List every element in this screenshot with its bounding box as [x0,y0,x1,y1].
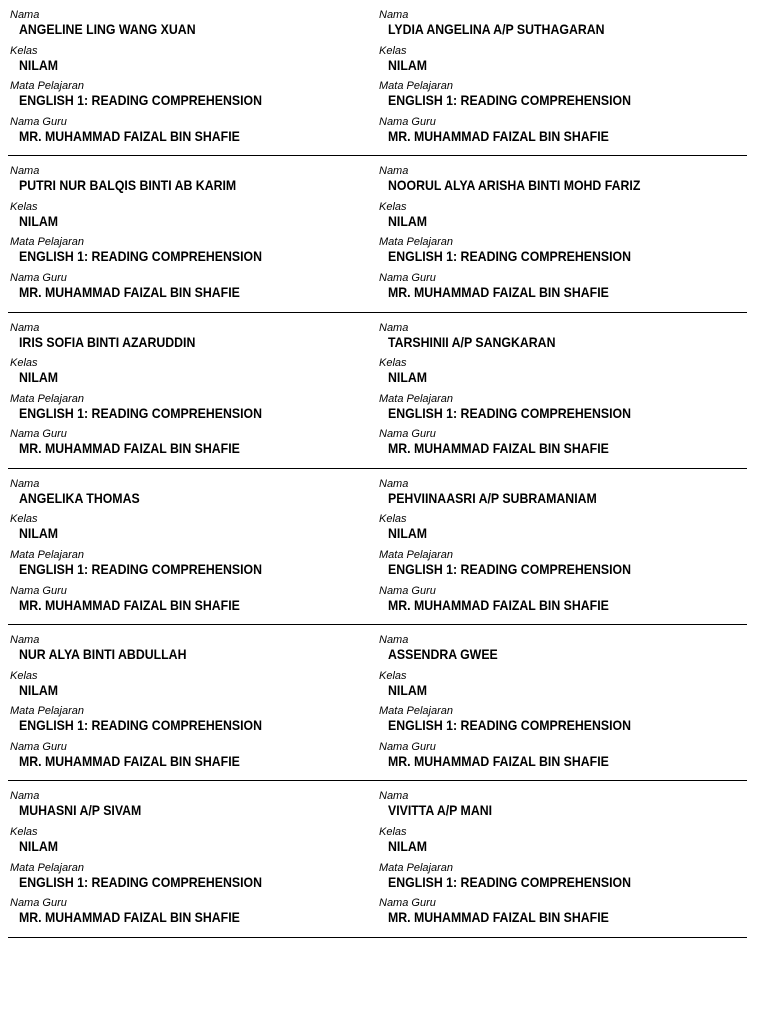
class-field [10,357,377,393]
subject-field [379,236,746,272]
label-row [8,156,747,312]
subject-value: ENGLISH 1: READING COMPREHENSION [19,873,263,890]
class-field [10,513,377,549]
class-caption: Kelas [10,826,38,839]
teacher-field [10,897,377,933]
name-caption: Nama [379,165,409,178]
name-caption: Nama [379,790,409,803]
class-field [379,670,746,706]
name-caption: Nama [10,9,40,21]
subject-caption: Mata Pelajaran [10,392,84,405]
student-label [377,469,746,624]
class-caption: Kelas [10,44,38,57]
teacher-value: MR. MUHAMMAD FAIZAL BIN SHAFIE [388,440,609,457]
student-name: LYDIA ANGELINA A/P SUTHAGARAN [388,21,605,37]
subject-field [10,862,377,898]
teacher-caption: Nama Guru [10,428,67,441]
name-field [10,9,377,45]
student-name: ANGELIKA THOMAS [19,489,140,506]
teacher-value: MR. MUHAMMAD FAIZAL BIN SHAFIE [19,752,240,769]
teacher-value: MR. MUHAMMAD FAIZAL BIN SHAFIE [388,284,609,301]
class-value: NILAM [388,525,428,542]
teacher-field [10,272,377,308]
name-caption: Nama [10,321,40,334]
class-value: NILAM [19,681,59,698]
teacher-caption: Nama Guru [379,740,436,753]
name-field [379,165,746,201]
class-field [379,201,746,237]
teacher-field [379,428,746,464]
teacher-caption: Nama Guru [379,584,436,597]
subject-caption: Mata Pelajaran [10,549,84,562]
class-value: NILAM [19,525,59,542]
subject-value: ENGLISH 1: READING COMPREHENSION [388,404,632,421]
teacher-caption: Nama Guru [379,428,436,441]
student-name: ASSENDRA GWEE [388,646,498,663]
subject-caption: Mata Pelajaran [379,392,453,405]
name-caption: Nama [379,321,409,334]
teacher-value: MR. MUHAMMAD FAIZAL BIN SHAFIE [19,127,240,144]
class-caption: Kelas [379,357,407,370]
class-value: NILAM [19,212,59,229]
name-field [10,322,377,358]
teacher-value: MR. MUHAMMAD FAIZAL BIN SHAFIE [388,596,609,613]
class-field [379,826,746,862]
student-label [377,313,746,468]
subject-caption: Mata Pelajaran [379,861,453,874]
teacher-value: MR. MUHAMMAD FAIZAL BIN SHAFIE [19,440,240,457]
class-value: NILAM [19,838,59,855]
teacher-value: MR. MUHAMMAD FAIZAL BIN SHAFIE [388,752,609,769]
label-row [8,625,747,781]
subject-value: ENGLISH 1: READING COMPREHENSION [19,717,263,734]
name-caption: Nama [379,634,409,647]
teacher-value: MR. MUHAMMAD FAIZAL BIN SHAFIE [388,127,609,144]
name-caption: Nama [379,477,409,490]
student-label [377,156,746,311]
student-label [377,0,746,155]
student-label [8,313,377,468]
teacher-caption: Nama Guru [10,584,67,597]
class-field [10,201,377,237]
subject-caption: Mata Pelajaran [10,705,84,718]
class-caption: Kelas [10,357,38,370]
subject-caption: Mata Pelajaran [379,80,453,93]
name-field [10,478,377,514]
name-caption: Nama [10,790,40,803]
subject-value: ENGLISH 1: READING COMPREHENSION [19,248,263,265]
class-caption: Kelas [379,513,407,526]
subject-caption: Mata Pelajaran [10,236,84,249]
teacher-field [379,272,746,308]
subject-field [10,236,377,272]
name-caption: Nama [10,165,40,178]
student-name: IRIS SOFIA BINTI AZARUDDIN [19,333,196,350]
subject-field [10,80,377,116]
name-field [10,790,377,826]
name-field [379,790,746,826]
subject-value: ENGLISH 1: READING COMPREHENSION [388,92,632,109]
subject-field [379,80,746,116]
subject-field [379,549,746,585]
class-field [379,357,746,393]
teacher-field [379,897,746,933]
class-caption: Kelas [10,513,38,526]
student-name: PUTRI NUR BALQIS BINTI AB KARIM [19,177,237,194]
teacher-caption: Nama Guru [379,897,436,910]
subject-value: ENGLISH 1: READING COMPREHENSION [388,873,632,890]
subject-value: ENGLISH 1: READING COMPREHENSION [388,561,632,578]
student-name: ANGELINE LING WANG XUAN [19,21,196,37]
name-field [379,634,746,670]
subject-caption: Mata Pelajaran [10,861,84,874]
teacher-value: MR. MUHAMMAD FAIZAL BIN SHAFIE [19,909,240,926]
class-value: NILAM [388,369,428,386]
class-caption: Kelas [379,44,407,57]
subject-caption: Mata Pelajaran [379,236,453,249]
name-field [379,322,746,358]
student-name: PEHVIINAASRI A/P SUBRAMANIAM [388,489,597,506]
class-value: NILAM [388,212,428,229]
label-row [8,781,747,937]
student-label [8,156,377,311]
name-caption: Nama [379,9,409,21]
teacher-field [379,741,746,777]
class-value: NILAM [19,56,59,73]
name-caption: Nama [10,477,40,490]
class-caption: Kelas [379,669,407,682]
teacher-field [10,741,377,777]
class-field [10,670,377,706]
class-field [10,45,377,81]
teacher-field [379,585,746,621]
student-label [377,625,746,780]
label-row [8,0,747,156]
teacher-caption: Nama Guru [10,272,67,285]
class-caption: Kelas [379,826,407,839]
teacher-value: MR. MUHAMMAD FAIZAL BIN SHAFIE [388,909,609,926]
subject-value: ENGLISH 1: READING COMPREHENSION [388,717,632,734]
subject-value: ENGLISH 1: READING COMPREHENSION [19,92,263,109]
subject-value: ENGLISH 1: READING COMPREHENSION [388,248,632,265]
student-label [8,469,377,624]
subject-caption: Mata Pelajaran [10,80,84,93]
subject-field [379,705,746,741]
class-value: NILAM [388,56,428,73]
name-field [10,165,377,201]
student-label [377,781,746,936]
subject-field [10,393,377,429]
subject-field [379,862,746,898]
class-caption: Kelas [10,669,38,682]
teacher-field [10,585,377,621]
label-row [8,313,747,469]
teacher-field [10,116,377,152]
teacher-caption: Nama Guru [10,115,67,128]
class-value: NILAM [19,369,59,386]
teacher-caption: Nama Guru [10,740,67,753]
subject-field [10,705,377,741]
student-name: TARSHINII A/P SANGKARAN [388,333,556,350]
subject-value: ENGLISH 1: READING COMPREHENSION [19,404,263,421]
teacher-value: MR. MUHAMMAD FAIZAL BIN SHAFIE [19,284,240,301]
class-value: NILAM [388,838,428,855]
subject-caption: Mata Pelajaran [379,705,453,718]
student-label [8,781,377,936]
class-field [10,826,377,862]
subject-value: ENGLISH 1: READING COMPREHENSION [19,561,263,578]
subject-field [379,393,746,429]
label-row [8,469,747,625]
class-caption: Kelas [379,200,407,213]
subject-field [10,549,377,585]
student-name: NUR ALYA BINTI ABDULLAH [19,646,187,663]
student-label [8,0,377,155]
student-name: VIVITTA A/P MANI [388,802,493,819]
teacher-caption: Nama Guru [10,897,67,910]
subject-caption: Mata Pelajaran [379,549,453,562]
teacher-field [10,428,377,464]
student-label [8,625,377,780]
name-caption: Nama [10,634,40,647]
teacher-caption: Nama Guru [379,272,436,285]
student-name: MUHASNI A/P SIVAM [19,802,142,819]
class-caption: Kelas [10,200,38,213]
label-sheet [8,0,747,938]
class-value: NILAM [388,681,428,698]
name-field [10,634,377,670]
teacher-value: MR. MUHAMMAD FAIZAL BIN SHAFIE [19,596,240,613]
name-field [379,478,746,514]
student-name: NOORUL ALYA ARISHA BINTI MOHD FARIZ [388,177,641,194]
teacher-field [379,116,746,152]
name-field [379,9,746,45]
teacher-caption: Nama Guru [379,115,436,128]
class-field [379,45,746,81]
class-field [379,513,746,549]
